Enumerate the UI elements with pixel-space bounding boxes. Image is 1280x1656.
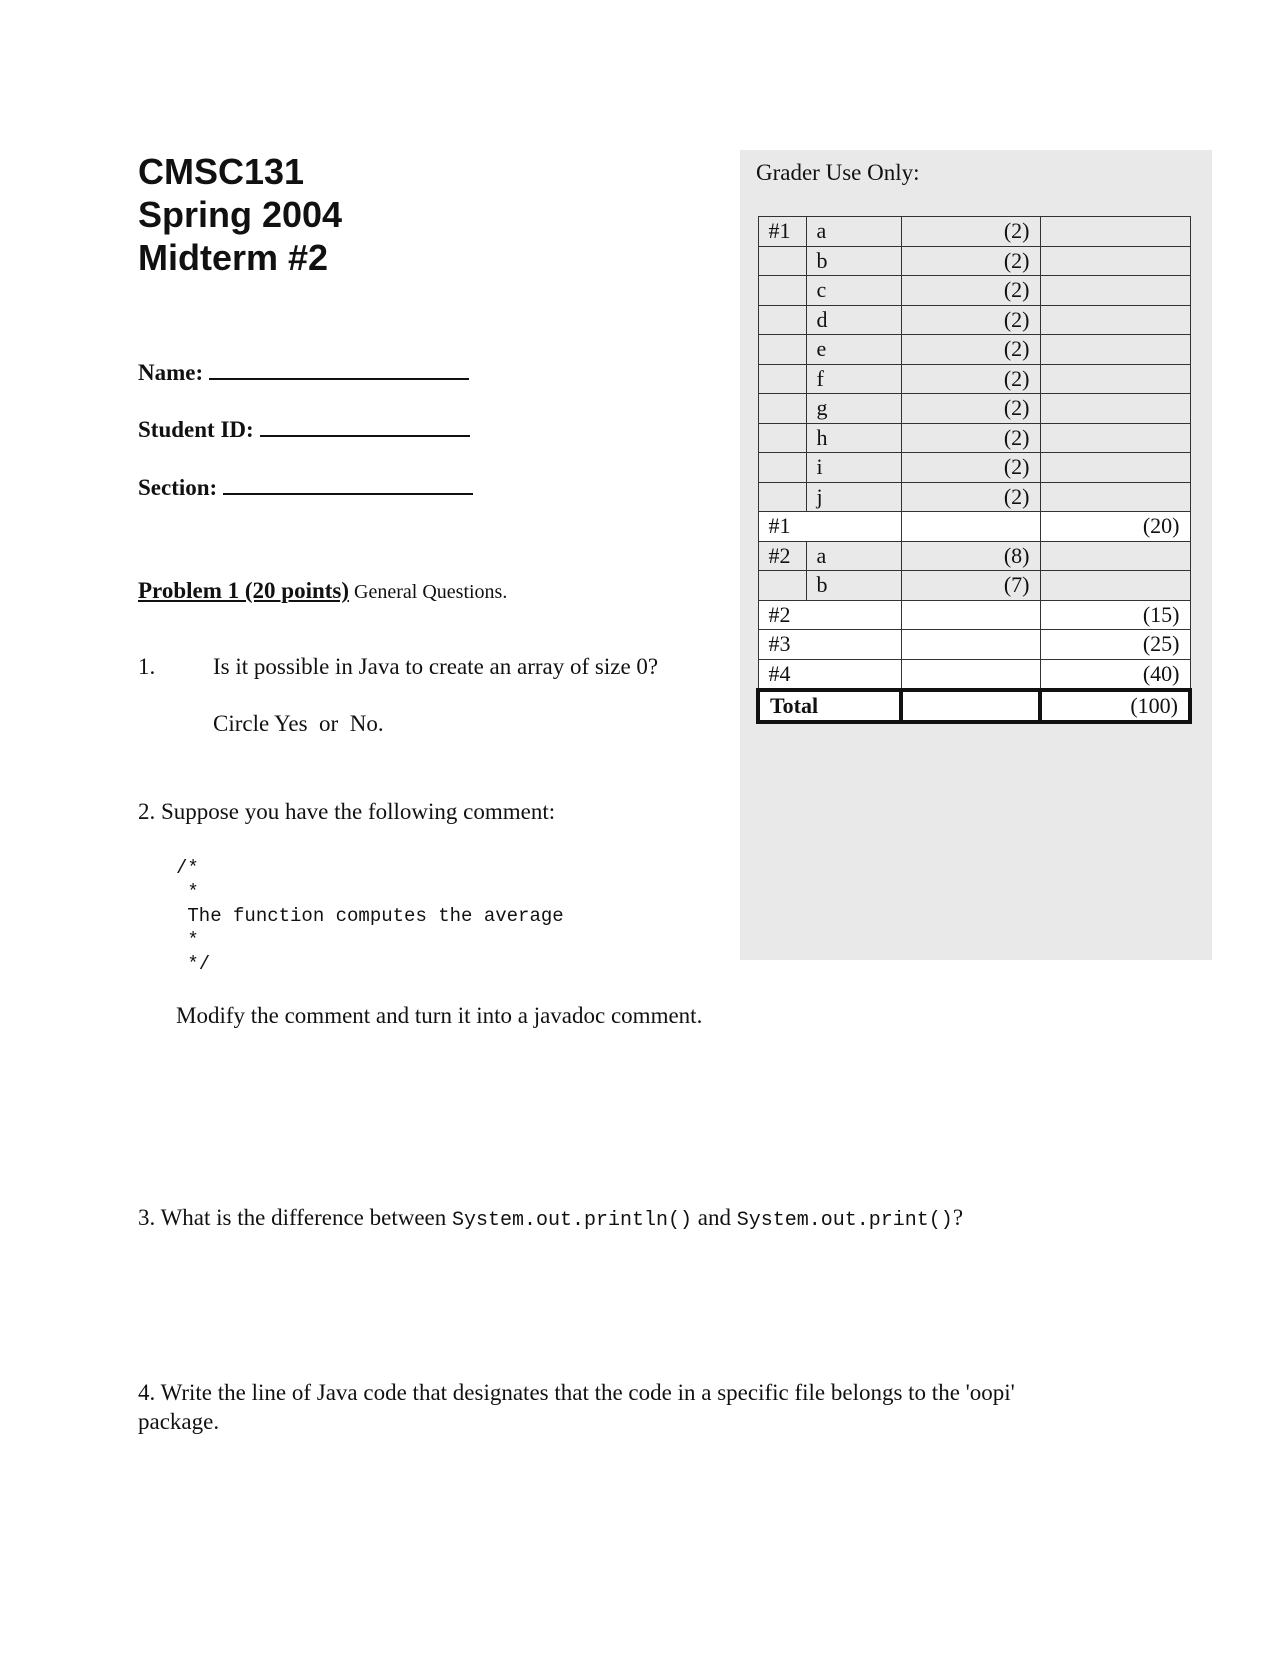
grade-problem-number: #2: [758, 600, 901, 630]
q2-text: 2. Suppose you have the following comment:: [138, 799, 556, 824]
grade-points: (8): [901, 541, 1040, 571]
q2-code: /* * The function computes the average * */: [176, 857, 564, 975]
section-line[interactable]: [223, 471, 473, 495]
grade-row: [758, 453, 1190, 483]
problem-heading: [138, 578, 507, 604]
exam-name: Midterm #2: [138, 237, 329, 278]
grade-points: (2): [901, 423, 1040, 453]
grade-subtotal: [1040, 246, 1190, 276]
grade-subtotal: [1040, 571, 1190, 601]
grade-subtotal: (20): [1040, 512, 1190, 542]
grade-row: [758, 571, 1190, 601]
grade-problem-number: #3: [758, 630, 901, 660]
grade-total-label: Total: [758, 690, 901, 722]
grade-row: [758, 482, 1190, 512]
grade-part: e: [806, 335, 901, 365]
grade-row: [758, 394, 1190, 424]
grade-problem-number: [758, 482, 806, 512]
grader-title: Grader Use Only:: [756, 160, 920, 185]
q3-suffix: ?: [952, 1205, 964, 1230]
grade-problem-number: [758, 364, 806, 394]
grade-points: (2): [901, 335, 1040, 365]
q3-text: [138, 1205, 963, 1232]
student-id-field[interactable]: [138, 413, 470, 443]
grade-row: [758, 217, 1190, 247]
exam-term: Spring 2004: [138, 194, 343, 235]
grade-subtotal: [1040, 453, 1190, 483]
grade-row: [758, 423, 1190, 453]
grade-row: [758, 659, 1190, 690]
grade-points: [901, 659, 1040, 690]
q4-line2: package.: [138, 1409, 220, 1434]
grade-row: [758, 541, 1190, 571]
q3-middle: and: [692, 1205, 737, 1230]
q3-code-println: System.out.println(): [452, 1209, 693, 1232]
grade-row: [758, 512, 1190, 542]
q1-text: Is it possible in Java to create an array of size 0?: [213, 654, 659, 679]
grade-subtotal: [1040, 482, 1190, 512]
grade-row: [758, 276, 1190, 306]
grade-points: (2): [901, 246, 1040, 276]
grade-points: (2): [901, 276, 1040, 306]
grade-part: a: [806, 541, 901, 571]
grade-points: (2): [901, 394, 1040, 424]
name-field[interactable]: [138, 356, 469, 386]
grade-subtotal: [1040, 364, 1190, 394]
grade-part: b: [806, 246, 901, 276]
grade-problem-number: [758, 423, 806, 453]
grade-problem-number: [758, 571, 806, 601]
grade-total-score[interactable]: [901, 690, 1040, 722]
grade-problem-number: [758, 276, 806, 306]
grade-part: g: [806, 394, 901, 424]
q3-prefix: 3. What is the difference between: [138, 1205, 452, 1230]
grade-row: [758, 364, 1190, 394]
grade-part: b: [806, 571, 901, 601]
section-field[interactable]: [138, 471, 473, 501]
grade-problem-number: [758, 305, 806, 335]
grade-problem-number: #4: [758, 659, 901, 690]
grade-part: f: [806, 364, 901, 394]
grade-points: (2): [901, 305, 1040, 335]
grade-problem-number: [758, 246, 806, 276]
grade-points: (2): [901, 364, 1040, 394]
name-line[interactable]: [209, 356, 469, 380]
grade-part: c: [806, 276, 901, 306]
grade-problem-number: [758, 453, 806, 483]
grade-points: (7): [901, 571, 1040, 601]
q4-line1: 4. Write the line of Java code that designates that the code in a specific file belongs to the 'oopi': [138, 1380, 1015, 1405]
grade-subtotal: [1040, 541, 1190, 571]
grade-row: [758, 305, 1190, 335]
section-label: Section:: [138, 475, 218, 500]
grade-points: (2): [901, 217, 1040, 247]
grade-problem-number: #2: [758, 541, 806, 571]
problem-title: Problem 1 (20 points): [138, 578, 350, 603]
q1-instruction: Circle Yes or No.: [213, 711, 384, 736]
grade-part: j: [806, 482, 901, 512]
grade-row: [758, 246, 1190, 276]
grade-points: (2): [901, 482, 1040, 512]
grade-subtotal: [1040, 305, 1190, 335]
grade-points: [901, 600, 1040, 630]
student-id-line[interactable]: [260, 413, 470, 437]
problem-subtitle: General Questions.: [349, 581, 508, 603]
grade-total-row: [758, 690, 1190, 722]
grade-subtotal: (15): [1040, 600, 1190, 630]
course-code: CMSC131: [138, 151, 305, 192]
grade-subtotal: [1040, 217, 1190, 247]
grade-points: [901, 630, 1040, 660]
grade-subtotal: [1040, 335, 1190, 365]
grade-table: [756, 216, 1192, 724]
grade-part: h: [806, 423, 901, 453]
grade-problem-number: [758, 335, 806, 365]
grade-points: [901, 512, 1040, 542]
grade-subtotal: [1040, 423, 1190, 453]
grade-subtotal: (40): [1040, 659, 1190, 690]
grade-problem-number: [758, 394, 806, 424]
q3-code-print: System.out.print(): [736, 1209, 953, 1232]
grade-problem-number: #1: [758, 217, 806, 247]
grade-row: [758, 335, 1190, 365]
exam-title: [138, 150, 342, 279]
name-label: Name:: [138, 360, 204, 385]
grade-subtotal: [1040, 394, 1190, 424]
q1-number: 1.: [138, 654, 156, 679]
grade-total-value: (100): [1040, 690, 1190, 722]
grade-subtotal: [1040, 276, 1190, 306]
grade-part: d: [806, 305, 901, 335]
grade-part: i: [806, 453, 901, 483]
grade-points: (2): [901, 453, 1040, 483]
grade-row: [758, 600, 1190, 630]
student-id-label: Student ID:: [138, 417, 254, 442]
grade-problem-number: #1: [758, 512, 901, 542]
grade-part: a: [806, 217, 901, 247]
grade-subtotal: (25): [1040, 630, 1190, 660]
q2-instruction: Modify the comment and turn it into a javadoc comment.: [176, 1003, 703, 1028]
grade-row: [758, 630, 1190, 660]
